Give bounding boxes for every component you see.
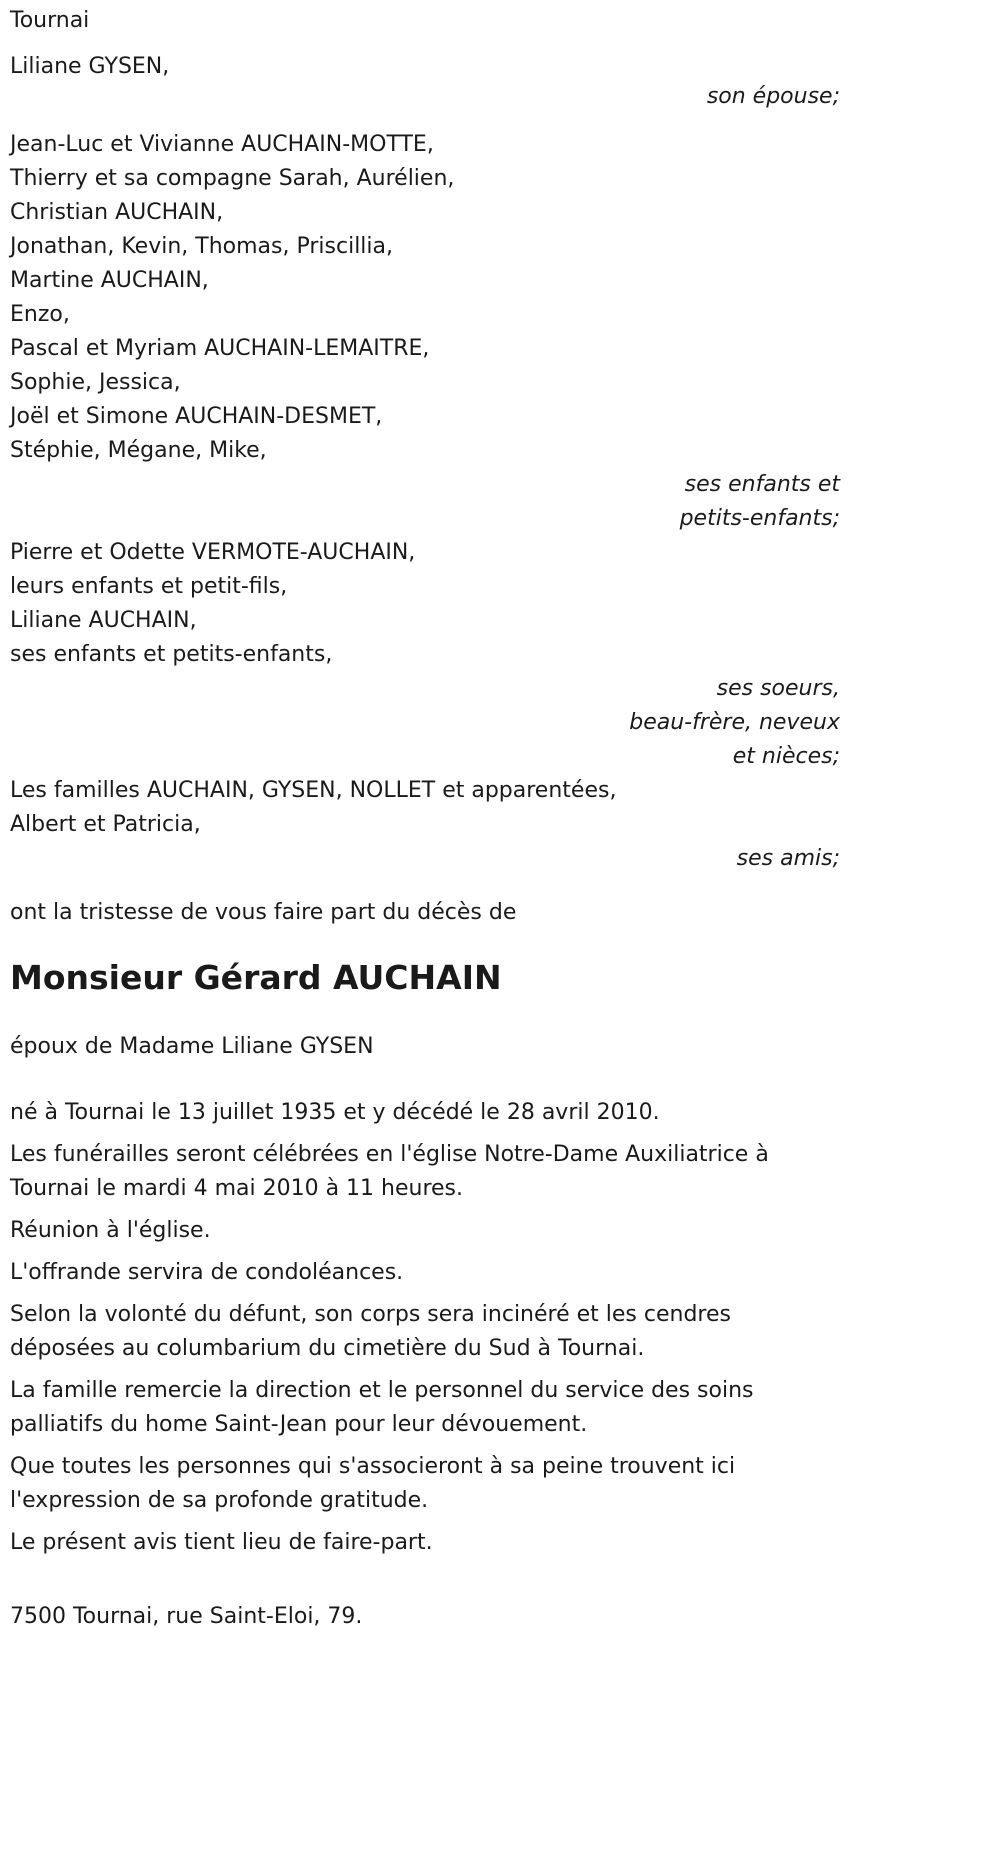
role-line: ses soeurs, — [716, 676, 840, 701]
funeral-line: Tournai le mardi 4 mai 2010 à 11 heures. — [10, 1176, 463, 1201]
family-line: Enzo, — [10, 302, 70, 327]
spouse-info-text: époux de Madame Liliane GYSEN — [10, 1034, 374, 1059]
deceased-name: Monsieur Gérard AUCHAIN — [10, 958, 502, 997]
children-role — [10, 468, 840, 536]
role-line: et nièces; — [732, 744, 840, 769]
city-header — [10, 4, 840, 38]
siblings-list — [10, 536, 840, 672]
spouse-name: Liliane GYSEN, — [10, 54, 170, 79]
friends-role: ses amis; — [736, 846, 840, 871]
role-line: ses enfants et — [684, 472, 840, 497]
city-name: Tournai — [10, 8, 90, 33]
family-line: Pascal et Myriam AUCHAIN-LEMAITRE, — [10, 336, 430, 361]
spouse-role: son épouse; — [706, 84, 840, 109]
address — [10, 1600, 840, 1634]
address-text: 7500 Tournai, rue Saint-Eloi, 79. — [10, 1604, 363, 1629]
family-line: Thierry et sa compagne Sarah, Aurélien, — [10, 166, 455, 191]
notice-info — [10, 1526, 840, 1560]
spouse-section — [10, 50, 840, 84]
gratitude-line: Que toutes les personnes qui s'associeront à sa peine trouvent ici — [10, 1454, 736, 1479]
family-line: Les familles AUCHAIN, GYSEN, NOLLET et apparentées, — [10, 778, 617, 803]
cremation-info — [10, 1298, 840, 1366]
siblings-role — [10, 672, 840, 774]
spouse-info — [10, 1030, 840, 1064]
children-list — [10, 128, 840, 468]
cremation-line: Selon la volonté du défunt, son corps sera incinéré et les cendres — [10, 1302, 731, 1327]
announcement-text: ont la tristesse de vous faire part du décès de — [10, 900, 517, 925]
family-line: Albert et Patricia, — [10, 812, 201, 837]
meeting-text: Réunion à l'église. — [10, 1218, 211, 1243]
cremation-line: déposées au columbarium du cimetière du Sud à Tournai. — [10, 1336, 645, 1361]
friends-list — [10, 774, 840, 842]
notice-text: Le présent avis tient lieu de faire-part. — [10, 1530, 433, 1555]
announcement — [10, 896, 840, 930]
family-line: Sophie, Jessica, — [10, 370, 181, 395]
thanks-line: La famille remercie la direction et le personnel du service des soins — [10, 1378, 754, 1403]
gratitude-line: l'expression de sa profonde gratitude. — [10, 1488, 429, 1513]
role-line: petits-enfants; — [679, 506, 840, 531]
role-line: beau-frère, neveux — [629, 710, 840, 735]
family-line: Liliane AUCHAIN, — [10, 608, 197, 633]
family-line: Christian AUCHAIN, — [10, 200, 224, 225]
funeral-info — [10, 1138, 840, 1206]
birth-death-text: né à Tournai le 13 juillet 1935 et y décédé le 28 avril 2010. — [10, 1100, 660, 1125]
birth-death — [10, 1096, 840, 1130]
family-line: Jean-Luc et Vivianne AUCHAIN-MOTTE, — [10, 132, 434, 157]
family-line: Stéphie, Mégane, Mike, — [10, 438, 267, 463]
funeral-line: Les funérailles seront célébrées en l'église Notre-Dame Auxiliatrice à — [10, 1142, 769, 1167]
gratitude-info — [10, 1450, 840, 1518]
family-line: Jonathan, Kevin, Thomas, Priscillia, — [10, 234, 394, 259]
thanks-line: palliatifs du home Saint-Jean pour leur dévouement. — [10, 1412, 588, 1437]
offering-text: L'offrande servira de condoléances. — [10, 1260, 404, 1285]
obituary-notice — [10, 0, 840, 1634]
family-line: leurs enfants et petit-fils, — [10, 574, 288, 599]
offering-info — [10, 1256, 840, 1290]
family-line: Martine AUCHAIN, — [10, 268, 209, 293]
meeting-info — [10, 1214, 840, 1248]
family-line: ses enfants et petits-enfants, — [10, 642, 333, 667]
thanks-info — [10, 1374, 840, 1442]
family-line: Joël et Simone AUCHAIN-DESMET, — [10, 404, 383, 429]
family-line: Pierre et Odette VERMOTE-AUCHAIN, — [10, 540, 416, 565]
